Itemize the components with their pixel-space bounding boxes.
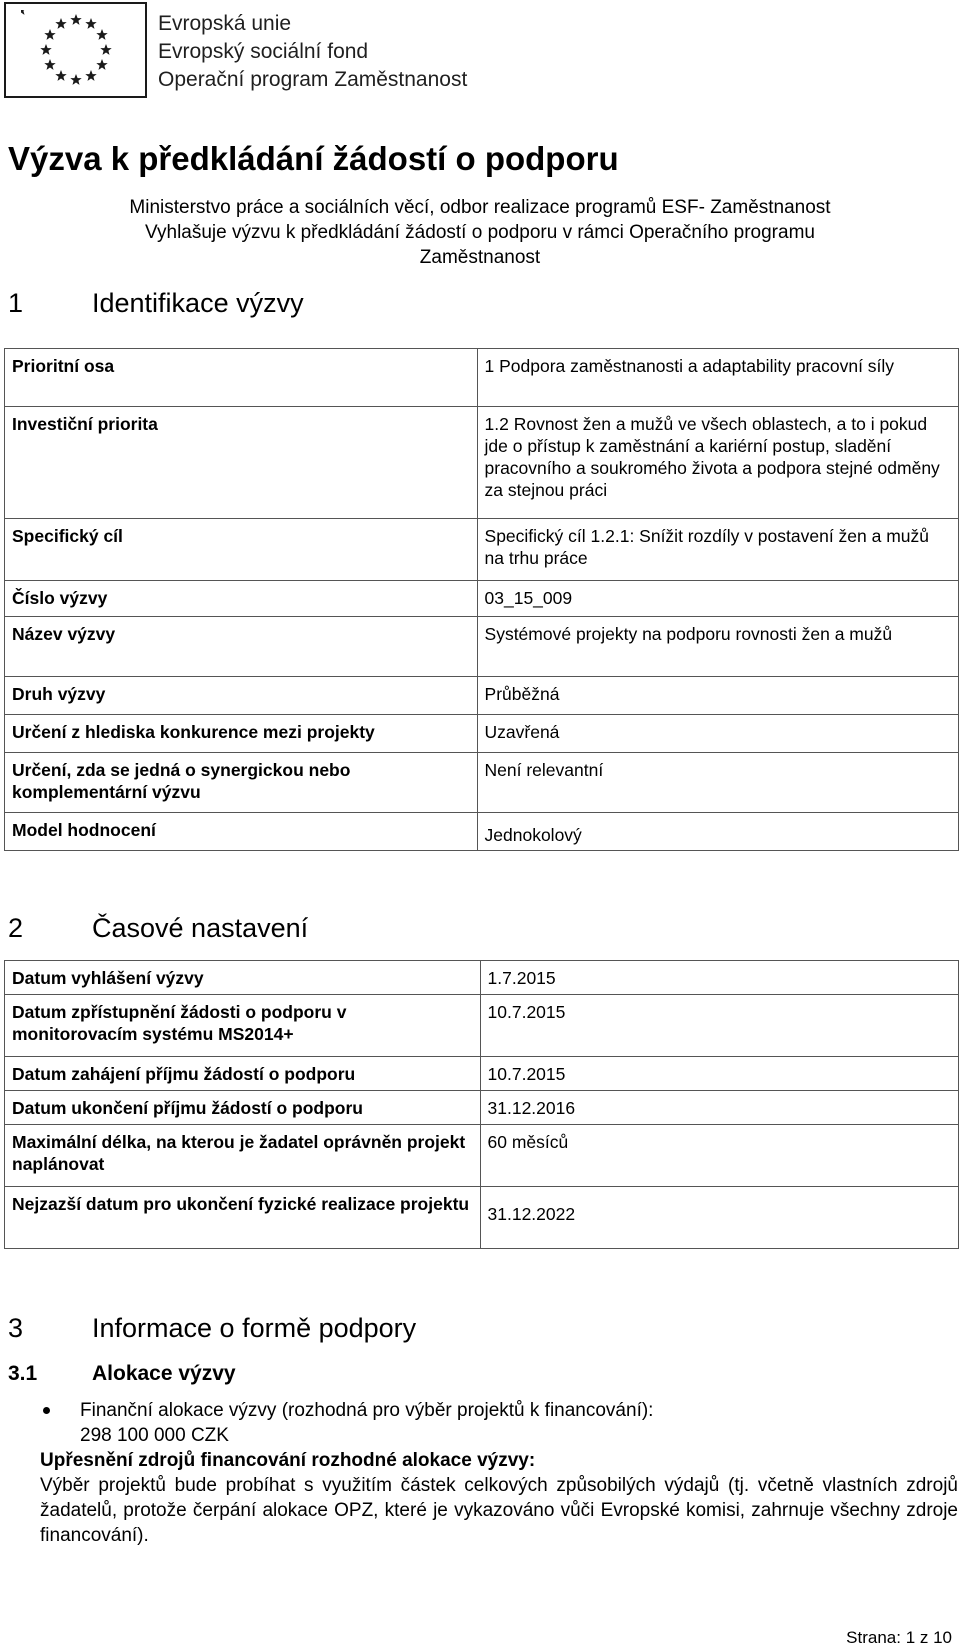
table-row (5, 581, 959, 617)
table-row (5, 349, 959, 407)
row-value: 1 Podpora zaměstnanosti a adaptability pracovní síly (477, 349, 958, 407)
table-row (5, 1125, 959, 1187)
row-value: 10.7.2015 (480, 1057, 958, 1091)
row-label: Datum ukončení příjmu žádostí o podporu (5, 1091, 481, 1125)
section-title: Identifikace výzvy (92, 288, 304, 318)
row-label: Specifický cíl (5, 519, 478, 581)
page-number: Strana: 1 z 10 (846, 1628, 952, 1647)
subsection-3-1-heading (8, 1362, 236, 1386)
row-value: 60 měsíců (480, 1125, 958, 1187)
table-row (5, 1091, 959, 1125)
subtitle-line: Zaměstnanost (419, 247, 541, 268)
section-2-heading (8, 913, 308, 944)
row-value: Systémové projekty na podporu rovnosti žen a mužů (477, 617, 958, 677)
row-label: Maximální délka, na kterou je žadatel oprávněn projekt naplánovat (5, 1125, 481, 1187)
bullet-text: Finanční alokace výzvy (rozhodná pro výběr projektů k financování): (80, 1400, 654, 1421)
table-row (5, 519, 959, 581)
row-value: Specifický cíl 1.2.1: Snížit rozdíly v postavení žen a mužů na trhu práce (477, 519, 958, 581)
table-row (5, 1057, 959, 1091)
section-title: Časové nastavení (92, 913, 309, 943)
row-value: 1.7.2015 (480, 961, 958, 995)
table-row (5, 753, 959, 813)
bullet-icon (43, 1407, 50, 1414)
row-label: Datum zahájení příjmu žádostí o podporu (5, 1057, 481, 1091)
row-value: 31.12.2016 (480, 1091, 958, 1125)
table-row (5, 715, 959, 753)
row-value: 03_15_009 (477, 581, 958, 617)
row-label: Název výzvy (5, 617, 478, 677)
row-value: 31.12.2022 (480, 1187, 958, 1249)
row-label: Investiční priorita (5, 407, 478, 519)
eu-stars-icon (21, 10, 131, 90)
logo-text (158, 10, 467, 94)
row-label: Určení z hlediska konkurence mezi projekty (5, 715, 478, 753)
logo-line: Evropský sociální fond (158, 40, 369, 63)
row-label: Datum zpřístupnění žádosti o podporu v monitorovacím systému MS2014+ (5, 995, 481, 1057)
row-label: Druh výzvy (5, 677, 478, 715)
subtitle-line: Vyhlašuje výzvu k předkládání žádostí o podporu v rámci Operačního programu (145, 222, 815, 243)
row-label: Datum vyhlášení výzvy (5, 961, 481, 995)
subtitle-line: Ministerstvo práce a sociálních věcí, odbor realizace programů ESF- Zaměstnanost (129, 197, 831, 218)
section-3-heading (8, 1313, 416, 1344)
table-row (5, 961, 959, 995)
section-number: 3 (8, 1313, 24, 1343)
row-value: 10.7.2015 (480, 995, 958, 1057)
table-row (5, 995, 959, 1057)
eu-flag-icon (4, 2, 147, 98)
row-value: 1.2 Rovnost žen a mužů ve všech oblastech, a to i pokud jde o přístup k zaměstnání a kariérní postup, sladění pracovního a soukromého života a podpora stejné odměny za stejnou práci (477, 407, 958, 519)
financing-text: Výběr projektů bude probíhat s využitím částek celkových způsobilých výdajů (tj. včetně vlastních zdrojů žadatelů, protože čerpání alokace OPZ, které je vykazováno vůči Evropské komisi, zahrnuje všechny zdroje financování). (40, 1475, 958, 1546)
row-value: Není relevantní (477, 753, 958, 813)
list-item (40, 1398, 958, 1448)
table-row (5, 617, 959, 677)
timing-table (4, 960, 959, 1249)
financing-heading: Upřesnění zdrojů financování rozhodné alokace výzvy: (40, 1450, 536, 1471)
subsection-number: 3.1 (8, 1362, 38, 1385)
table-row (5, 1187, 959, 1249)
logo-line: Operační program Zaměstnanost (158, 68, 468, 91)
row-label: Určení, zda se jedná o synergickou nebo komplementární výzvu (5, 753, 478, 813)
row-label: Prioritní osa (5, 349, 478, 407)
row-label: Nejzazší datum pro ukončení fyzické realizace projektu (5, 1187, 481, 1249)
row-value: Průběžná (477, 677, 958, 715)
table-row (5, 813, 959, 851)
table-row (5, 677, 959, 715)
section-title: Informace o formě podpory (92, 1313, 417, 1343)
subsection-title: Alokace výzvy (92, 1362, 236, 1385)
table-row (5, 407, 959, 519)
section-number: 2 (8, 913, 24, 943)
identification-table (4, 348, 959, 851)
row-value: Jednokolový (477, 813, 958, 851)
row-label: Číslo výzvy (5, 581, 478, 617)
row-label: Model hodnocení (5, 813, 478, 851)
document-title: Výzva k předkládání žádostí o podporu (8, 140, 619, 177)
logo-line: Evropská unie (158, 12, 292, 35)
document-subtitle (0, 195, 960, 270)
section-number: 1 (8, 288, 24, 318)
row-value: Uzavřená (477, 715, 958, 753)
section-1-heading (8, 288, 304, 319)
allocation-amount: 298 100 000 CZK (80, 1425, 229, 1446)
allocation-block (40, 1398, 958, 1548)
